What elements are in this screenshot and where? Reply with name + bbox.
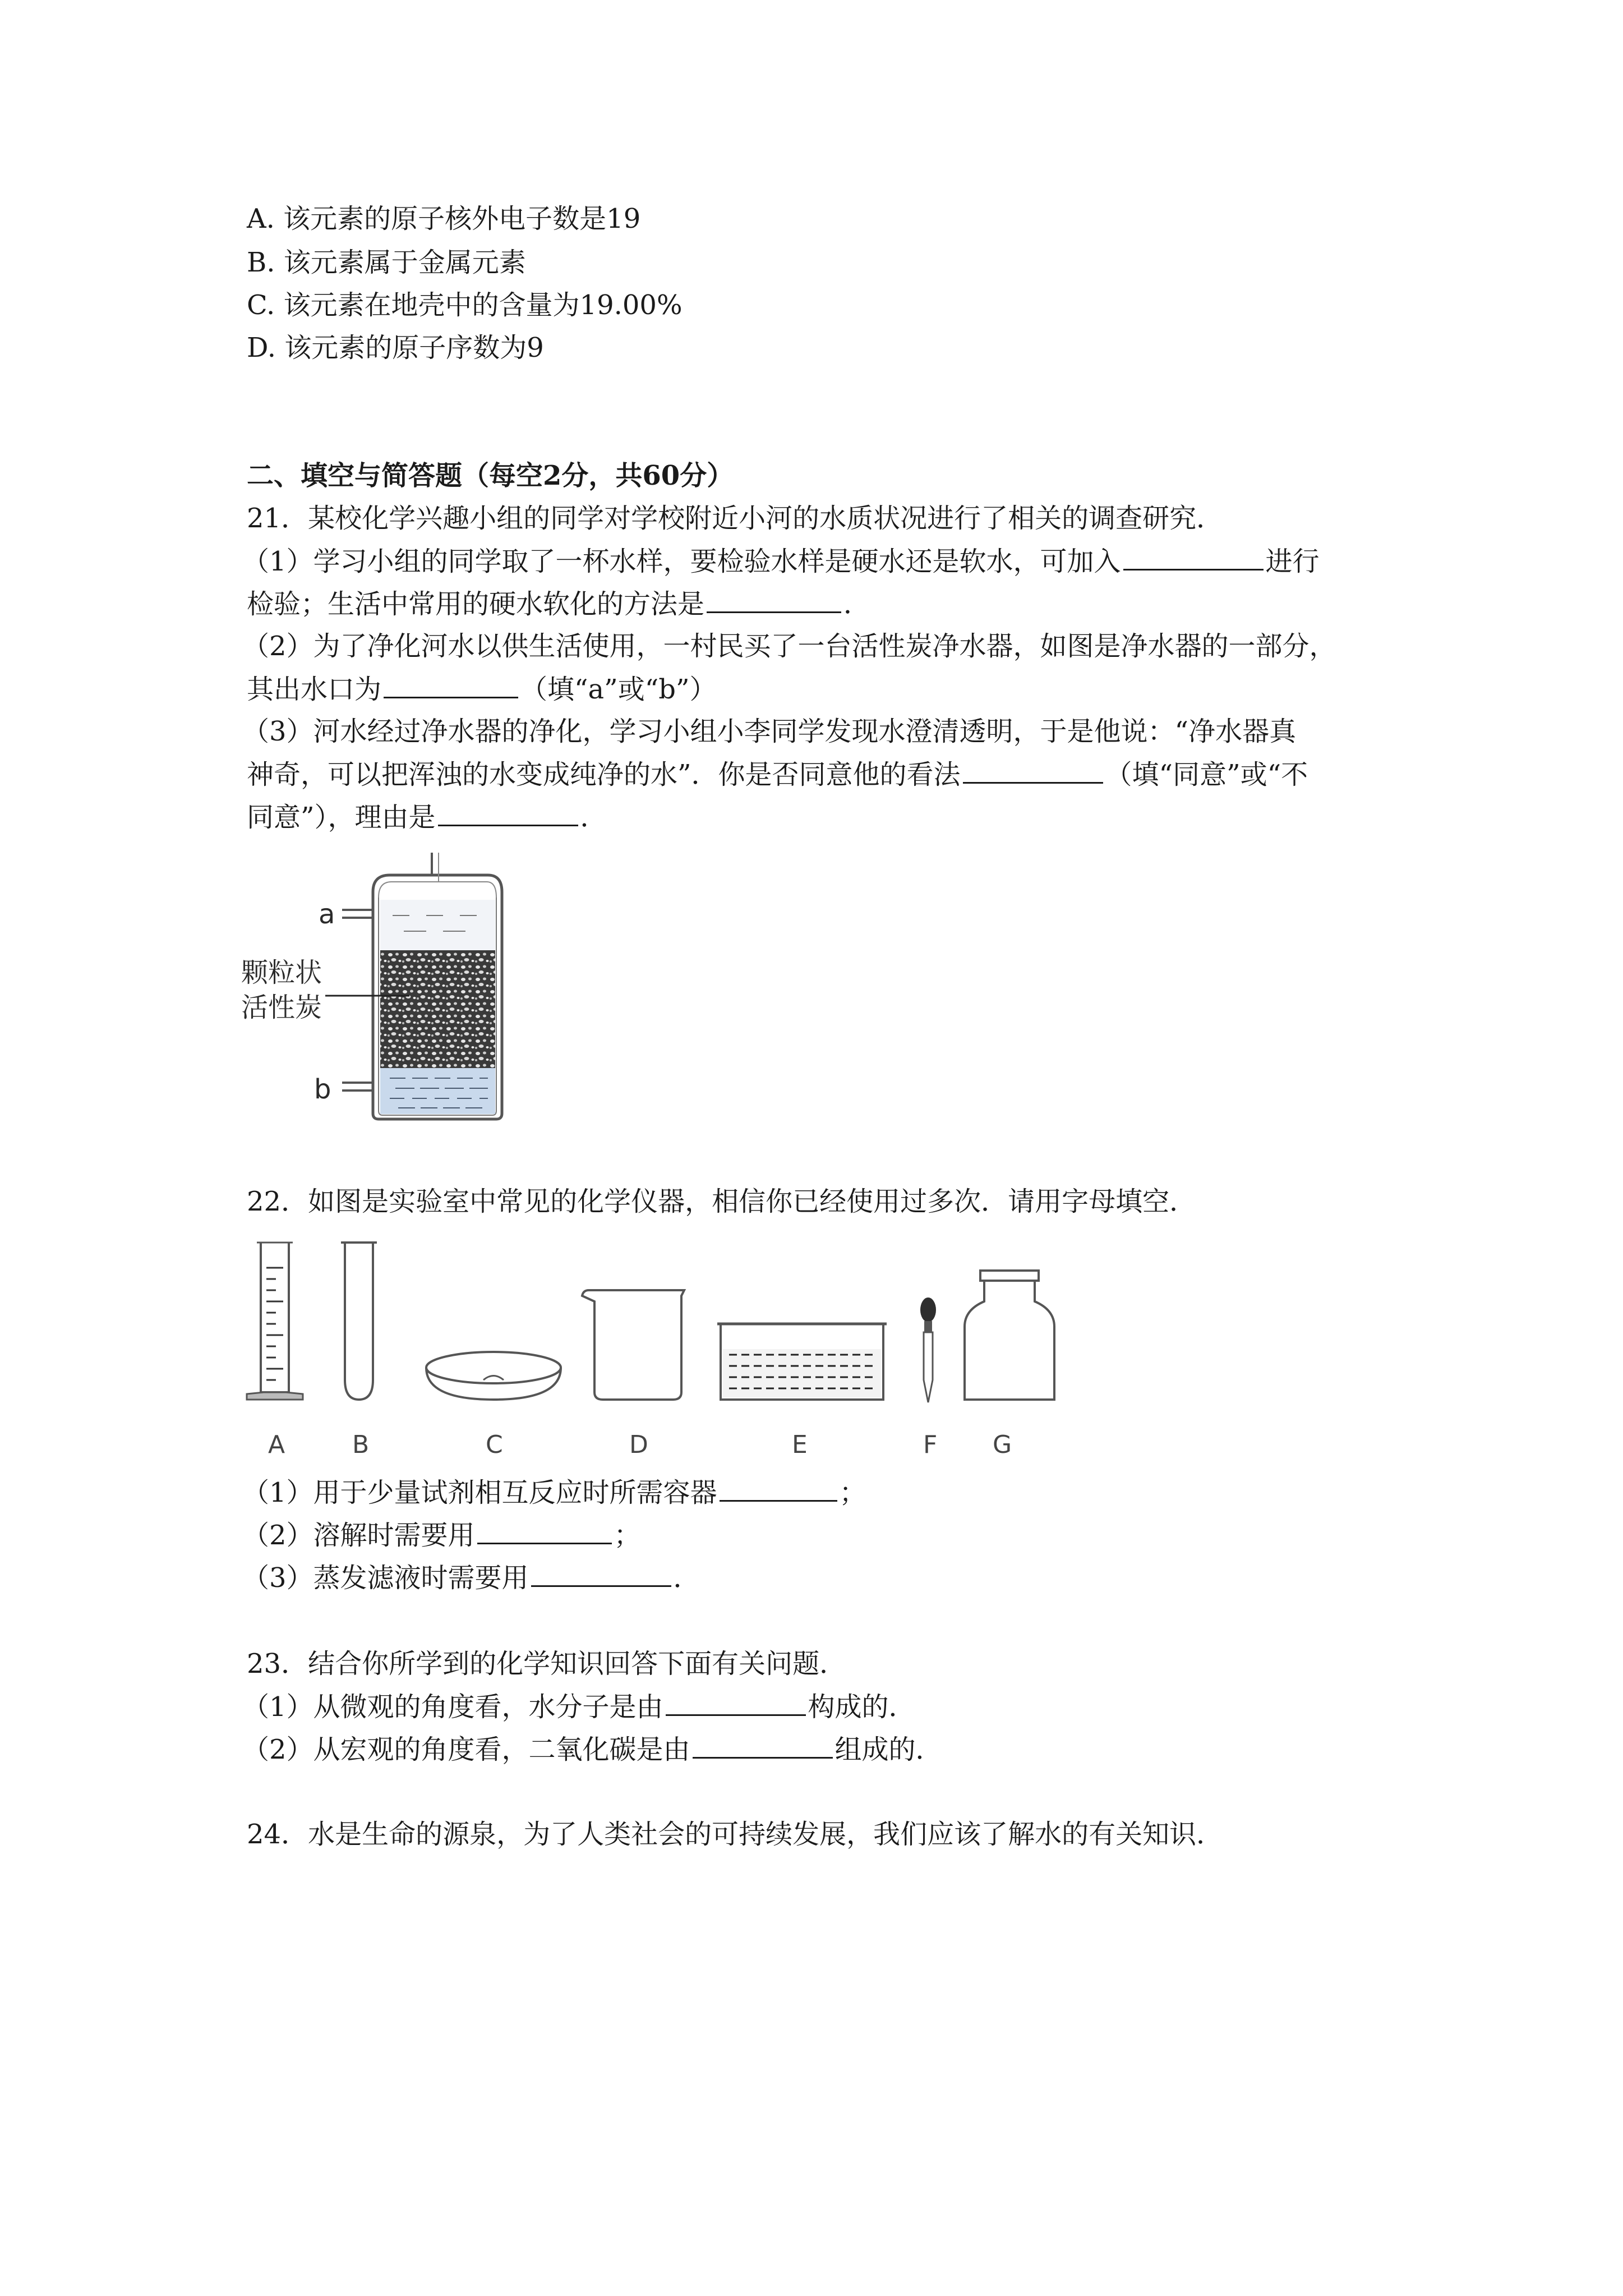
apparatus-label-f: F bbox=[923, 1430, 938, 1459]
q21-part3-text-4: ． bbox=[580, 802, 607, 833]
apparatus-label-d: D bbox=[629, 1430, 648, 1459]
beaker-icon bbox=[582, 1290, 684, 1400]
q22-part1 bbox=[242, 1475, 866, 1510]
apparatus-label-b: B bbox=[352, 1430, 370, 1459]
q22-part3 bbox=[242, 1561, 700, 1595]
q22-stem: 22．如图是实验室中常见的化学仪器，相信你已经使用过多次．请用字母填空． bbox=[247, 1186, 1197, 1217]
answer-blank[interactable] bbox=[707, 587, 841, 613]
q21-part3-text: 神奇，可以把浑浊的水变成纯净的水”．你是否同意他的看法 bbox=[247, 759, 961, 790]
q21-stem: 21．某校化学兴趣小组的同学对学校附近小河的水质状况进行了相关的调查研究． bbox=[247, 503, 1224, 534]
carbon-label-2: 活性炭 bbox=[241, 992, 322, 1023]
section-heading: 二、填空与简答题（每空2分，共60分） bbox=[247, 460, 734, 491]
q21-part1-text-3: 检验；生活中常用的硬水软化的方法是 bbox=[247, 588, 705, 620]
q21-part1-text-4: ． bbox=[843, 588, 871, 620]
answer-blank[interactable] bbox=[1123, 544, 1264, 570]
q23-part1-text-2: 构成的． bbox=[808, 1691, 916, 1723]
test-tube-icon bbox=[341, 1243, 377, 1400]
answer-blank[interactable] bbox=[963, 757, 1103, 784]
answer-blank[interactable] bbox=[384, 672, 518, 698]
q23-part1 bbox=[242, 1690, 916, 1724]
answer-blank[interactable] bbox=[531, 1561, 671, 1587]
option-a: A. 该元素的原子核外电子数是19 bbox=[247, 203, 641, 234]
option-b: B. 该元素属于金属元素 bbox=[247, 247, 526, 278]
q22-part2 bbox=[242, 1518, 641, 1552]
q21-part1-line1 bbox=[242, 544, 1320, 578]
answer-blank[interactable] bbox=[477, 1518, 612, 1544]
answer-blank[interactable] bbox=[438, 800, 578, 826]
q21-part2-text-2: （填“a”或“b”） bbox=[520, 674, 717, 705]
apparatus-label-a: A bbox=[268, 1430, 285, 1459]
q23-part1-text: （1）从微观的角度看，水分子是由 bbox=[242, 1691, 663, 1723]
reagent-bottle-icon bbox=[965, 1271, 1054, 1400]
q23-part2-text-2: 组成的． bbox=[834, 1734, 943, 1765]
label-b: b bbox=[314, 1074, 331, 1105]
carbon-label-1: 颗粒状 bbox=[241, 957, 322, 988]
q22-part1-text-2: ； bbox=[839, 1477, 866, 1508]
q22-part2-text-2: ； bbox=[614, 1520, 641, 1551]
answer-blank[interactable] bbox=[693, 1732, 833, 1759]
graduated-cylinder-icon bbox=[247, 1243, 303, 1400]
q21-part1-line2 bbox=[247, 587, 870, 621]
apparatus-label-e: E bbox=[792, 1430, 808, 1459]
q22-part3-text: （3）蒸发滤液时需要用 bbox=[242, 1562, 529, 1594]
q21-part3-line2 bbox=[247, 757, 1308, 792]
q21-part1-text-2: 进行 bbox=[1265, 546, 1320, 577]
water-purifier-figure bbox=[241, 853, 555, 1133]
q21-part2-text: 其出水口为 bbox=[247, 674, 382, 705]
answer-blank[interactable] bbox=[720, 1475, 837, 1502]
q21-part3-text-3: 同意”），理由是 bbox=[247, 802, 436, 833]
q21-part3-line3 bbox=[247, 800, 607, 834]
label-a: a bbox=[319, 899, 335, 930]
q23-part2 bbox=[242, 1732, 943, 1766]
evaporating-dish-icon bbox=[426, 1352, 561, 1400]
apparatus-label-g: G bbox=[993, 1430, 1012, 1459]
q21-part2-line1: （2）为了净化河水以供生活使用，一村民买了一台活性炭净水器，如图是净水器的一部分， bbox=[242, 631, 1336, 662]
q21-part1-text: （1）学习小组的同学取了一杯水样，要检验水样是硬水还是软水，可加入 bbox=[242, 546, 1121, 577]
dropper-icon bbox=[920, 1297, 936, 1402]
q21-part2-line2 bbox=[247, 672, 717, 706]
lab-apparatus-figure bbox=[241, 1240, 1357, 1436]
q23-part2-text: （2）从宏观的角度看，二氧化碳是由 bbox=[242, 1734, 690, 1765]
option-d: D. 该元素的原子序数为9 bbox=[247, 332, 544, 364]
q22-part1-text: （1）用于少量试剂相互反应时所需容器 bbox=[242, 1477, 717, 1508]
q24-stem: 24．水是生命的源泉，为了人类社会的可持续发展，我们应该了解水的有关知识． bbox=[247, 1819, 1224, 1850]
option-c: C. 该元素在地壳中的含量为19.00% bbox=[247, 289, 683, 321]
q21-part3-text-2: （填“同意”或“不 bbox=[1105, 759, 1308, 790]
water-trough-icon bbox=[717, 1324, 887, 1400]
q23-stem: 23．结合你所学到的化学知识回答下面有关问题． bbox=[247, 1648, 847, 1680]
answer-blank[interactable] bbox=[666, 1690, 806, 1716]
q22-part3-text-2: ． bbox=[673, 1562, 700, 1594]
q22-part2-text: （2）溶解时需要用 bbox=[242, 1520, 475, 1551]
q21-part3-line1: （3）河水经过净水器的净化，学习小组小李同学发现水澄清透明，于是他说：“净水器真 bbox=[242, 716, 1297, 747]
apparatus-label-c: C bbox=[486, 1430, 503, 1459]
